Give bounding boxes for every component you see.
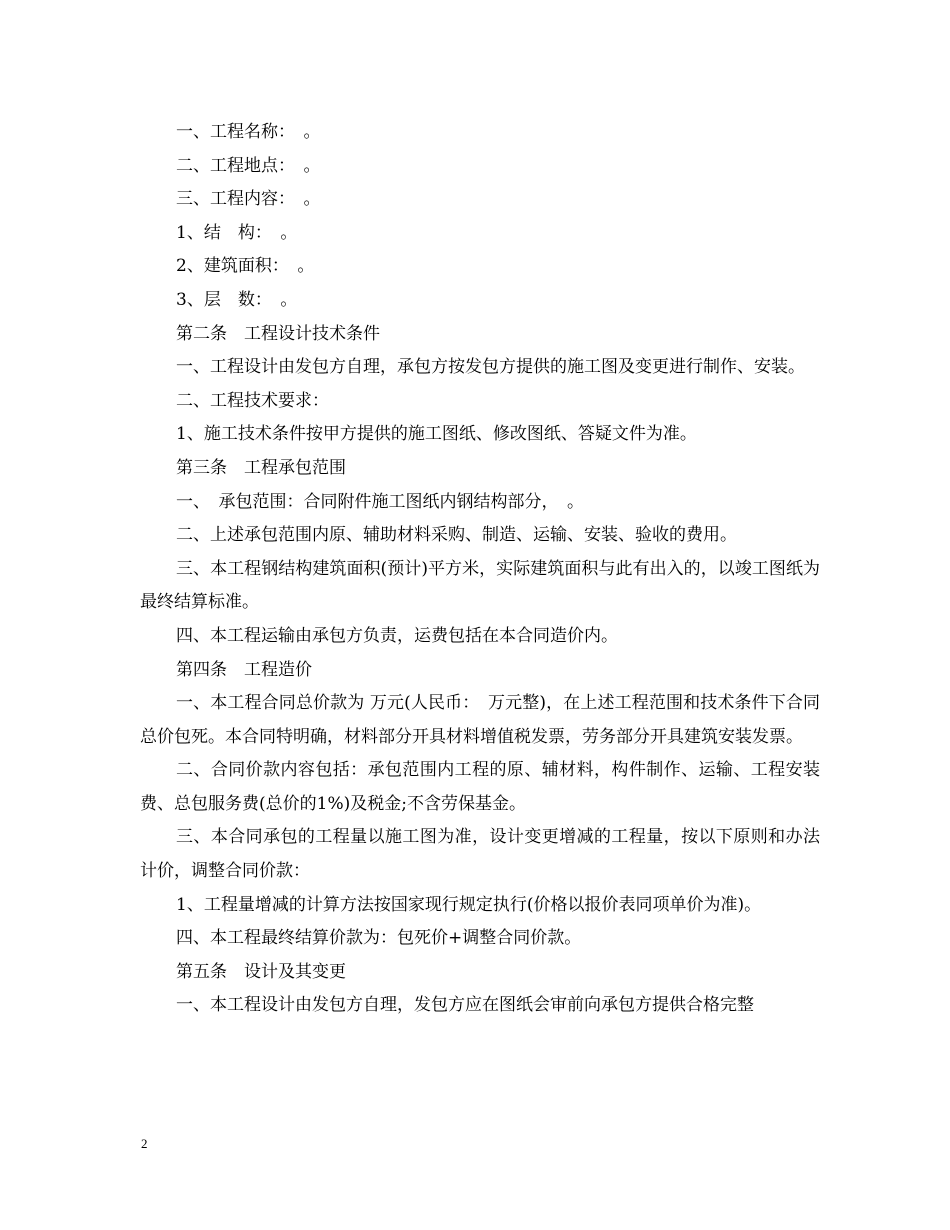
paragraph-design-changes: 一、本工程设计由发包方自理，发包方应在图纸会审前向承包方提供合格完整 bbox=[176, 995, 754, 1016]
paragraph-quantity-adjustment: 三、本合同承包的工程量以施工图为准，设计变更增减的工程量，按以下原则和办法计价，调整合同价款： bbox=[140, 827, 820, 882]
section-heading-article-3: 第三条 工程承包范围 bbox=[176, 457, 346, 478]
paragraph-transport: 四、本工程运输由承包方负责，运费包括在本合同造价内。 bbox=[176, 625, 618, 646]
section-heading-article-5: 第五条 设计及其变更 bbox=[176, 961, 346, 982]
paragraph-scope-costs: 二、上述承包范围内原、辅助材料采购、制造、运输、安装、验收的费用。 bbox=[176, 525, 737, 546]
paragraph-total-price: 一、本工程合同总价款为 万元(人民币： 万元整)，在上述工程范围和技术条件下合同总价包死。本合同特明确，材料部分开具材料增值税发票，劳务部分开具建筑安装发票。 bbox=[140, 693, 820, 747]
paragraph-project-content: 三、工程内容： 。 bbox=[176, 189, 321, 210]
paragraph-structure: 1、结 构： 。 bbox=[176, 222, 298, 243]
paragraph-price-contents: 二、合同价款内容包括：承包范围内工程的原、辅材料，构件制作、运输、工程安装费、总包服务费(总价的1%)及税金;不含劳保基金。 bbox=[140, 760, 820, 814]
section-heading-article-2: 第二条 工程设计技术条件 bbox=[176, 323, 380, 344]
paragraph-calculation-method: 1、工程量增减的计算方法按国家现行规定执行(价格以报价表同项单价为准)。 bbox=[176, 894, 762, 915]
paragraph-building-area: 2、建筑面积： 。 bbox=[176, 256, 315, 277]
paragraph-contract-scope: 一、 承包范围：合同附件施工图纸内钢结构部分， 。 bbox=[176, 491, 584, 512]
paragraph-design-responsibility: 一、工程设计由发包方自理，承包方按发包方提供的施工图及变更进行制作、安装。 bbox=[176, 357, 805, 378]
paragraph-floors: 3、层 数： 。 bbox=[176, 289, 298, 310]
paragraph-project-location: 二、工程地点： 。 bbox=[176, 155, 321, 176]
paragraph-technical-requirements: 二、工程技术要求： bbox=[176, 390, 329, 411]
paragraph-project-name: 一、工程名称： 。 bbox=[176, 122, 321, 142]
paragraph-steel-area: 三、本工程钢结构建筑面积(预计)平方米，实际建筑面积与此有出入的，以竣工图纸为最终结算标准。 bbox=[140, 558, 820, 613]
document-body bbox=[140, 116, 820, 1023]
page-number: 2 bbox=[141, 1136, 148, 1151]
paragraph-final-settlement: 四、本工程最终结算价款为：包死价+调整合同价款。 bbox=[176, 928, 582, 949]
section-heading-article-4: 第四条 工程造价 bbox=[176, 659, 312, 680]
paragraph-construction-conditions: 1、施工技术条件按甲方提供的施工图纸、修改图纸、答疑文件为准。 bbox=[176, 424, 697, 445]
